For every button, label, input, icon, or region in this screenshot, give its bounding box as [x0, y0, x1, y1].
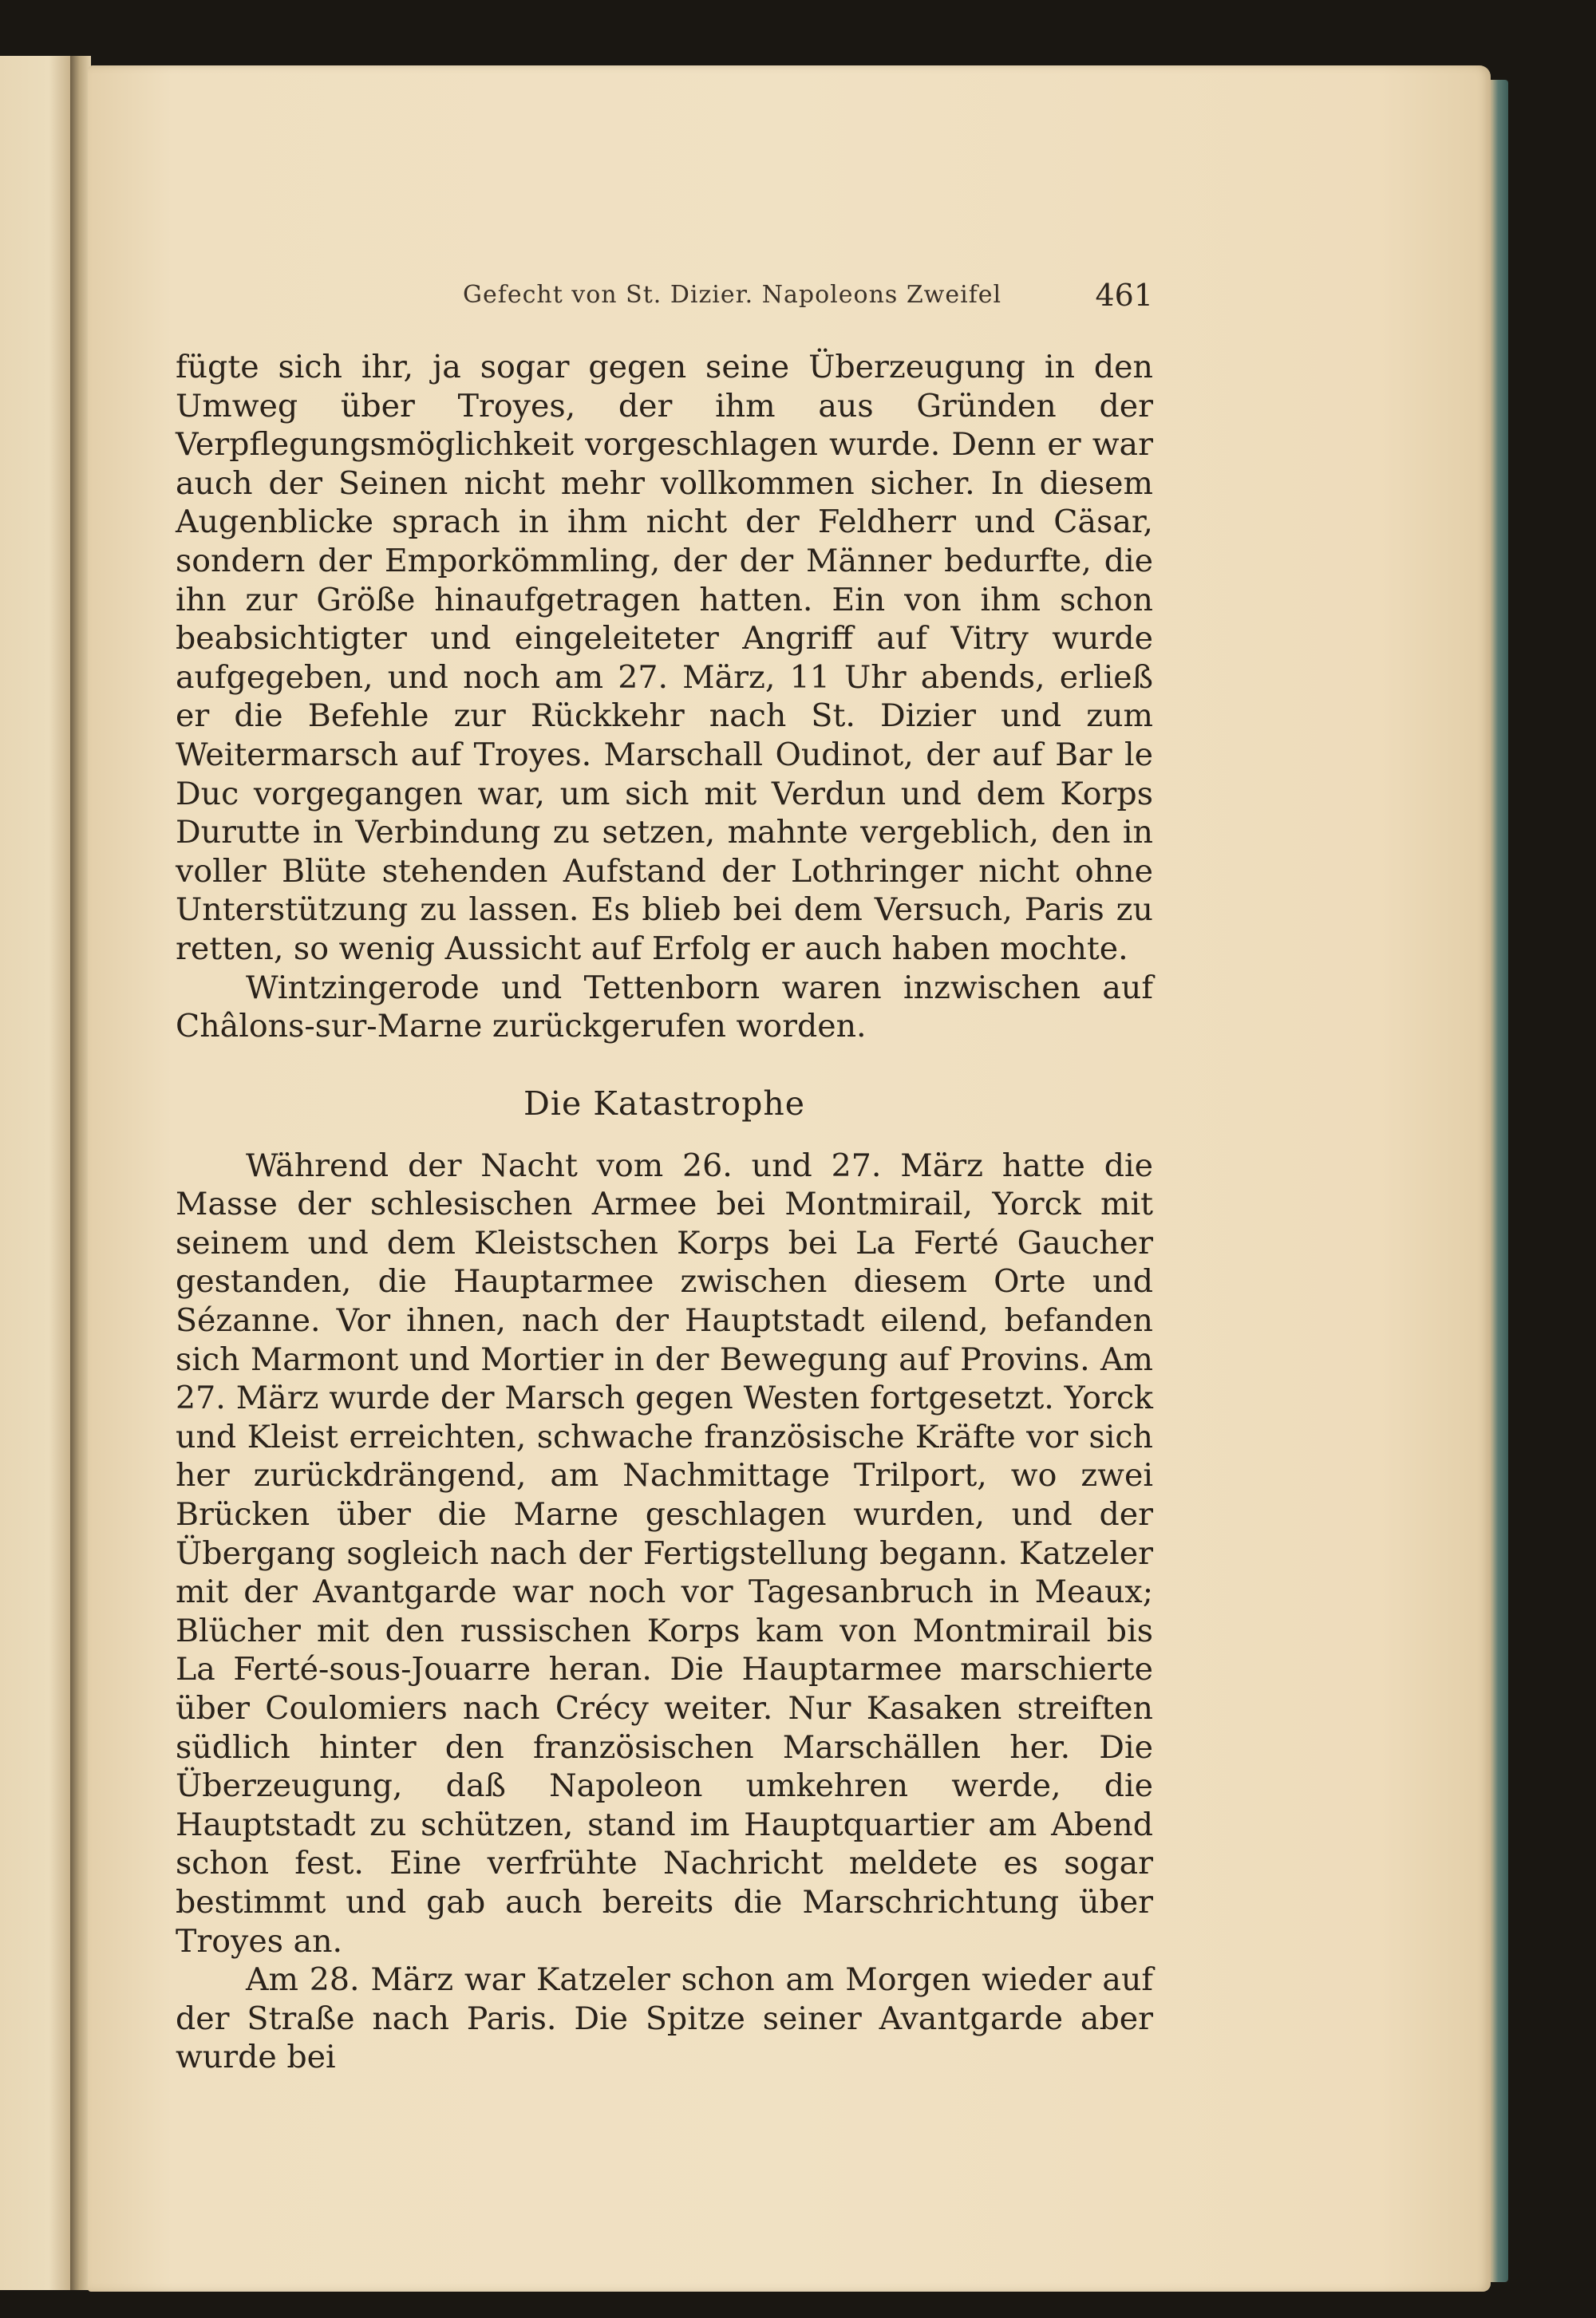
running-head: Gefecht von St. Dizier. Napoleons Zweifel	[463, 281, 1002, 309]
page-number: 461	[1095, 278, 1153, 313]
paragraph: Am 28. März war Katzeler schon am Morgen wieder auf der Straße nach Paris. Die Spitze seiner Avantgarde aber wurde bei	[176, 1961, 1153, 2076]
paragraph: Wintzingerode und Tettenborn waren inzwischen auf Châlons-sur-Marne zurückgerufen worden.	[176, 969, 1153, 1045]
left-page-edge	[0, 56, 72, 2290]
paragraph: Während der Nacht vom 26. und 27. März hatte die Masse der schlesischen Armee bei Montmirail, Yorck mit seinem und dem Kleistschen Korps bei La Ferté Gaucher gestanden, die Hauptarmee zwischen diesem Orte und Sézanne. Vor ihnen, nach der Hauptstadt eilend, befanden sich Marmont und Mortier in der Bewegung auf Provins. Am 27. März wurde der Marsch gegen Westen fortgesetzt. Yorck und Kleist erreichten, schwache französische Kräfte vor sich her zurückdrängend, am Nachmittage Trilport, wo zwei Brücken über die Marne geschlagen wurden, und der Übergang sogleich nach der Fertigstellung begann. Katzeler mit der Avantgarde war noch vor Tagesanbruch in Meaux; Blücher mit den russischen Korps kam von Montmirail bis La Ferté-sous-Jouarre heran. Die Hauptarmee marschierte über Coulomiers nach Crécy weiter. Nur Kasaken streiften südlich hinter den französischen Marschällen her. Die Überzeugung, daß Napoleon umkehren werde, die Hauptstadt zu schützen, stand im Hauptquartier am Abend schon fest. Eine verfrühte Nachricht meldete es sogar bestimmt und gab auch bereits die Marschrichtung über Troyes an.	[176, 1147, 1153, 1960]
paragraph: fügte sich ihr, ja sogar gegen seine Überzeugung in den Umweg über Troyes, der ihm aus Gründen der Verpflegungsmöglichkeit vorgeschlagen wurde. Denn er war auch der Seinen nicht mehr vollkommen sicher. In diesem Augenblicke sprach in ihm nicht der Feldherr und Cäsar, sondern der Emporkömmling, der der Männer bedurfte, die ihn zur Größe hinaufgetragen hatten. Ein von ihm schon beabsichtigter und eingeleiteter Angriff auf Vitry wurde aufgegeben, und noch am 27. März, 11 Uhr abends, erließ er die Befehle zur Rückkehr nach St. Dizier und zum Weitermarsch auf Troyes. Marschall Oudinot, der auf Bar le Duc vorgegangen war, um sich mit Verdun und dem Korps Durutte in Verbindung zu setzen, mahnte vergeblich, den in voller Blüte stehenden Aufstand der Lothringer nicht ohne Unterstützung zu lassen. Es blieb bei dem Versuch, Paris zu retten, so wenig Aussicht auf Erfolg er auch haben mochte.	[176, 349, 1153, 967]
section-title: Die Katastrophe	[523, 1084, 805, 1123]
page-content	[176, 271, 1153, 2077]
page-header	[176, 271, 1153, 319]
